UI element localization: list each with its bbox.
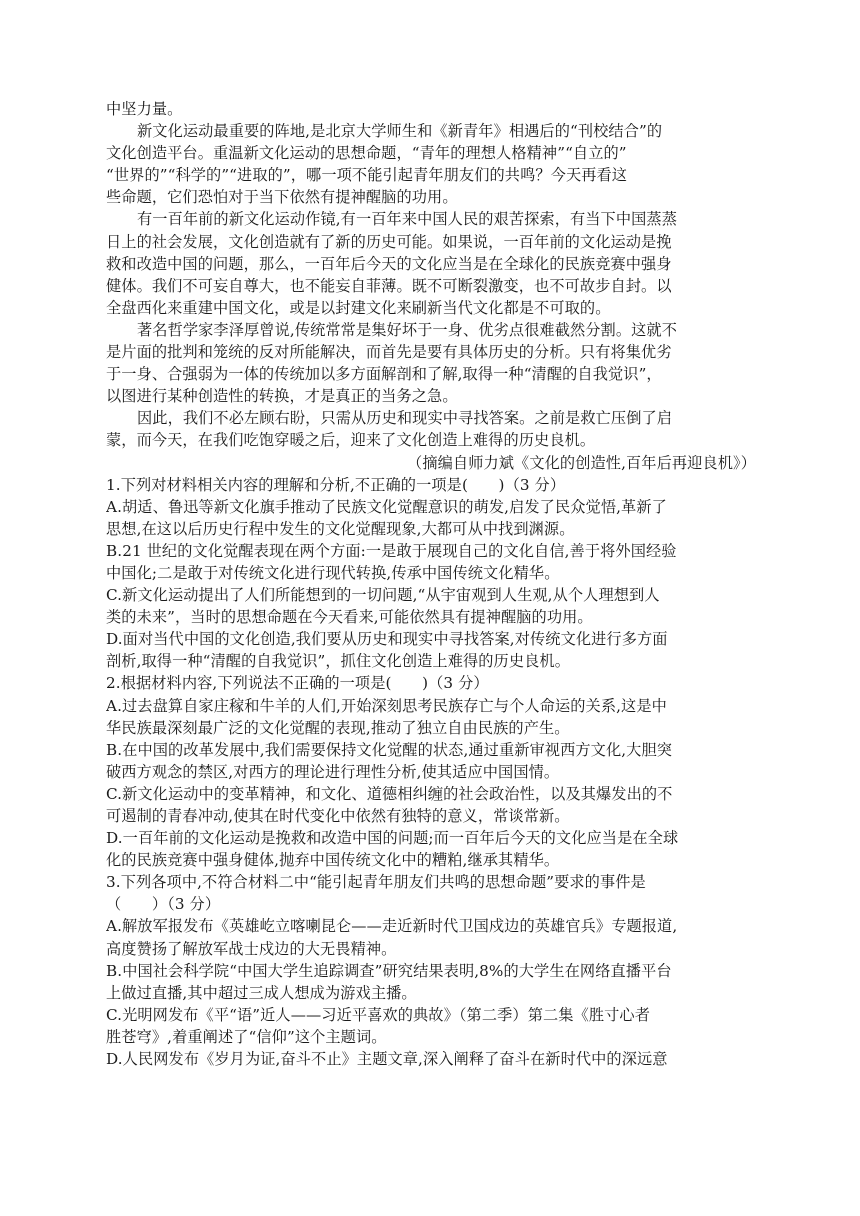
text-line: 日上的社会发展，文化创造就有了新的历史可能。如果说，一百年前的文化运动是挽 bbox=[106, 232, 672, 251]
text-line: 有一百年前的新文化运动作镜,有一百年来中国人民的艰苦探索，有当下中国蒸蒸 bbox=[137, 210, 677, 229]
question-3-option-c: 胜苍穹》,着重阐述了“信仰”这个主题词。 bbox=[106, 1027, 387, 1046]
text-line: 于一身、合强弱为一体的传统加以多方面解剖和了解,取得一种“清醒的自我觉识”， bbox=[106, 365, 662, 384]
question-1-option-a: 思想,在这以后历史行程中发生的文化觉醒现象,大都可从中找到渊源。 bbox=[106, 519, 575, 538]
question-2-option-a: 华民族最深刻最广泛的文化觉醒的表现,推动了独立自由民族的产生。 bbox=[106, 718, 570, 737]
question-2-option-c: 可遏制的青春冲动,使其在时代变化中依然有独特的意义，常谈常新。 bbox=[106, 807, 570, 825]
source-citation: （摘编自师力斌《文化的创造性,百年后再迎良机》） bbox=[407, 453, 756, 472]
text-line: 新文化运动最重要的阵地,是北京大学师生和《新青年》相遇后的“刊校结合”的 bbox=[137, 122, 663, 141]
text-line: 以图进行某种创造性的转换，才是真正的当务之急。 bbox=[106, 387, 458, 406]
question-3-option-b: 上做过直播,其中超过三成人想成为游戏主播。 bbox=[106, 983, 417, 1002]
question-3-option-b: B.中国社会科学院“中国大学生追踪调查”研究结果表明,8%的大学生在网络直播平台 bbox=[106, 961, 672, 980]
text-line: 蒙，而今天，在我们吃饱穿暖之后，迎来了文化创造上难得的历史良机。 bbox=[106, 431, 596, 450]
question-1-option-c: 类的未来”，当时的思想命题在今天看来,可能依然具有提神醒脑的功用。 bbox=[106, 608, 593, 627]
question-1-option-d: 剖析,取得一种“清醒的自我觉识”，抓住文化创造上难得的历史良机。 bbox=[106, 652, 570, 671]
text-line: 健体。我们不可妄自尊大，也不能妄自菲薄。既不可断裂激变，也不可故步自封。以 bbox=[106, 276, 672, 295]
question-3-stem: 3.下列各项中,不符合材料二中“能引起青年朋友们共鸣的思想命题”要求的事件是 bbox=[106, 873, 646, 892]
question-2-option-b: B.在中国的改革发展中,我们需要保持文化觉醒的状态,通过重新审视西方文化,大胆突 bbox=[106, 740, 673, 759]
question-2-option-d: D.一百年前的文化运动是挽救和改造中国的问题;而一百年后今天的文化应当是在全球 bbox=[106, 829, 679, 848]
question-3-option-a: A.解放军报发布《英雄屹立喀喇昆仑——走近新时代卫国戍边的英雄官兵》专题报道, bbox=[106, 917, 678, 936]
question-2-option-d: 化的民族竞赛中强身健体,抛弃中国传统文化中的糟粕,继承其精华。 bbox=[106, 851, 560, 870]
question-2-option-a: A.过去盘算自家庄稼和牛羊的人们,开始深刻思考民族存亡与个人命运的关系,这是中 bbox=[106, 696, 667, 715]
question-1-option-b: 中国化;二是敢于对传统文化进行现代转换,传承中国传统文化精华。 bbox=[106, 563, 560, 582]
text-line: 因此，我们不必左顾右盼，只需从历史和现实中寻找答案。之前是救亡压倒了启 bbox=[137, 409, 673, 428]
text-line: 救和改造中国的问题，那么，一百年后今天的文化应当是在全球化的民族竞赛中强身 bbox=[106, 254, 672, 273]
text-line: 是片面的批判和笼统的反对所能解决，而首先是要有具体历史的分析。只有将集优劣 bbox=[106, 343, 672, 362]
question-3-stem: （ ）（3 分） bbox=[106, 895, 221, 914]
text-line: 文化创造平台。重温新文化运动的思想命题，“青年的理想人格精神”“自立的” bbox=[106, 144, 627, 163]
text-line: 全盘西化来重建中国文化，或是以封建文化来刷新当代文化都是不可取的。 bbox=[106, 298, 611, 317]
text-line: 著名哲学家李泽厚曾说,传统常常是集好坏于一身、优劣点很难截然分割。这就不 bbox=[137, 320, 677, 339]
question-3-option-c: C.光明网发布《平“语”近人——习近平喜欢的典故》（第二季）第二集《胜寸心者 bbox=[106, 1005, 651, 1024]
question-3-option-d: D.人民网发布《岁月为证,奋斗不止》主题文章,深入阐释了奋斗在新时代中的深远意 bbox=[106, 1050, 668, 1069]
question-3-option-a: 高度赞扬了解放军战士戍边的大无畏精神。 bbox=[106, 939, 397, 958]
question-1-option-d: D.面对当代中国的文化创造,我们要从历史和现实中寻找答案,对传统文化进行多方面 bbox=[106, 630, 668, 649]
text-line: “世界的”“科学的”“进取的”，哪一项不能引起青年朋友们的共鸣？今天再看这 bbox=[106, 166, 628, 185]
text-line: 中坚力量。 bbox=[106, 100, 183, 118]
question-1-stem: 1.下列对材料相关内容的理解和分析,不正确的一项是( )（3 分） bbox=[106, 475, 566, 494]
question-1-option-c: C.新文化运动提出了人们所能想到的一切问题,“从宇宙观到人生观,从个人理想到人 bbox=[106, 586, 660, 605]
document-page bbox=[106, 98, 756, 1070]
question-2-stem: 2.根据材料内容,下列说法不正确的一项是( )（3 分） bbox=[106, 674, 489, 693]
question-2-option-c: C.新文化运动中的变革精神，和文化、道德相纠缠的社会政治性，以及其爆发出的不 bbox=[106, 784, 673, 803]
text-line: 些命题，它们恐怕对于当下依然有提神醒脑的功用。 bbox=[106, 188, 458, 207]
question-2-option-b: 破西方观念的禁区,对西方的理论进行理性分析,使其适应中国国情。 bbox=[106, 762, 560, 781]
question-1-option-b: B.21 世纪的文化觉醒表现在两个方面:一是敢于展现自己的文化自信,善于将外国经验 bbox=[106, 541, 677, 560]
question-1-option-a: A.胡适、鲁迅等新文化旗手推动了民族文化觉醒意识的萌发,启发了民众觉悟,革新了 bbox=[106, 497, 667, 516]
